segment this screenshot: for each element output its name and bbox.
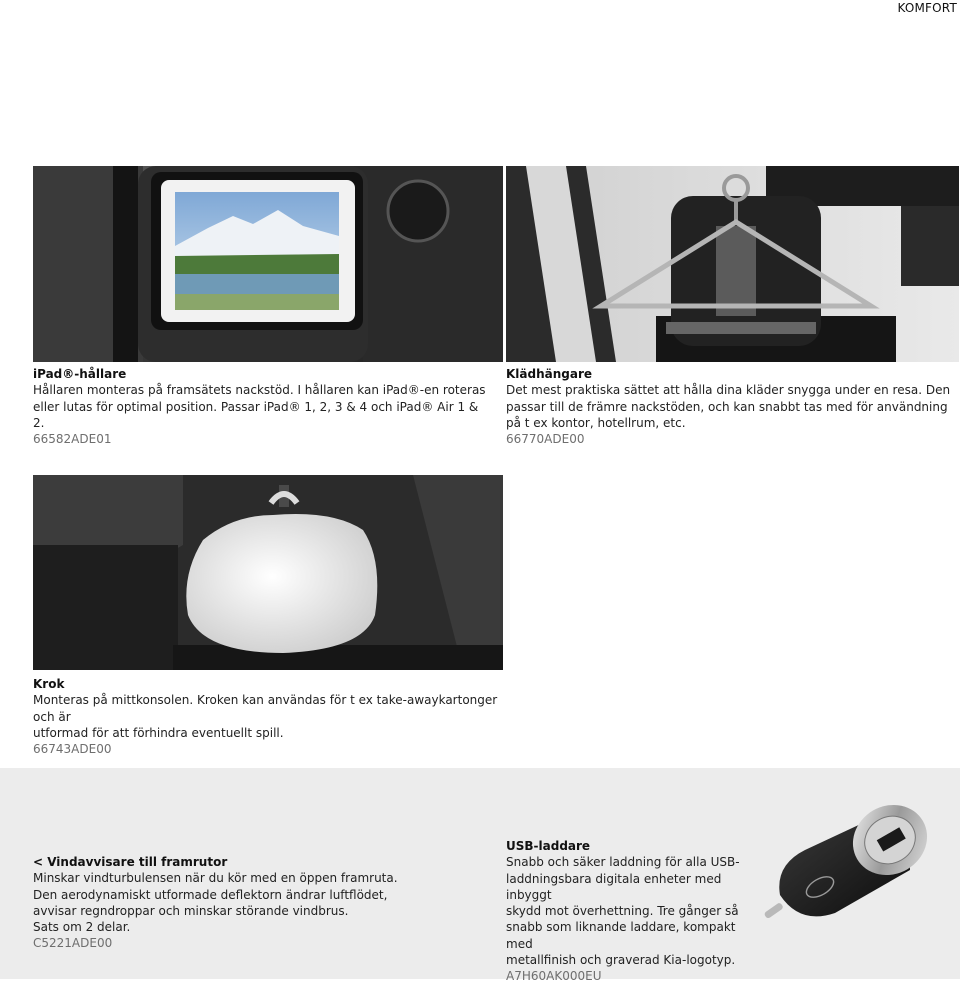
deflector-line-2: Den aerodynamiskt utformade deflektorn ändrar luftflödet, [33,887,388,902]
usb-charger-code: A7H60AK000EU [506,969,602,984]
ipad-holder-line-1: Hållaren monteras på framsätets nackstöd. I hållaren kan iPad®-en roteras [33,383,486,398]
ipad-holder-photo [33,166,503,362]
usb-charger-line-2: laddningsbara digitala enheter med inbyggt [506,871,722,902]
usb-charger-title: USB-laddare [506,839,591,853]
ipad-holder-line-2: eller lutas för optimal position. Passar iPad® 1, 2, 3 & 4 och iPad® Air 1 & 2. [33,399,479,430]
usb-charger-line-5: metallfinish och graverad Kia-logotyp. [506,953,736,968]
coat-hanger-line-2: passar till de främre nackstöden, och kan snabbt tas med för användning [506,399,948,414]
ipad-holder-code: 66582ADE01 [33,432,112,447]
ipad-holder-caption [33,366,493,447]
section-label: KOMFORT [897,1,957,15]
deflector-code: C5221ADE00 [33,936,113,951]
coat-hanger-line-3: på t ex kontor, hotellrum, etc. [506,415,686,430]
coat-hanger-line-1: Det mest praktiska sättet att hålla dina kläder snygga under en resa. Den [506,383,951,398]
coat-hanger-code: 66770ADE00 [506,432,585,447]
hook-photo [33,475,503,670]
usb-charger-line-3: skydd mot överhettning. Tre gånger så [506,904,739,919]
ipad-holder-title: iPad®-hållare [33,367,127,381]
deflector-line-1: Minskar vindturbulensen när du kör med en öppen framruta. [33,871,398,886]
usb-charger-caption [506,838,756,985]
deflector-title: < Vindavvisare till framrutor [33,855,228,869]
usb-charger-line-1: Snabb och säker laddning för alla USB- [506,855,740,870]
coat-hanger-caption [506,366,956,447]
deflector-line-4: Sats om 2 delar. [33,920,131,935]
hook-code: 66743ADE00 [33,742,112,757]
deflector-caption [33,854,473,952]
hook-caption [33,676,503,757]
usb-charger-line-4: snabb som liknande laddare, kompakt med [506,920,736,951]
hook-line-1: Monteras på mittkonsolen. Kroken kan användas för t ex take-awaykartonger och är [33,693,498,724]
usb-charger-image [760,795,935,935]
coat-hanger-title: Klädhängare [506,367,593,381]
hook-line-2: utformad för att förhindra eventuellt spill. [33,725,284,740]
deflector-line-3: avvisar regndroppar och minskar störande vindbrus. [33,903,349,918]
hook-title: Krok [33,677,65,691]
coat-hanger-photo [506,166,959,362]
